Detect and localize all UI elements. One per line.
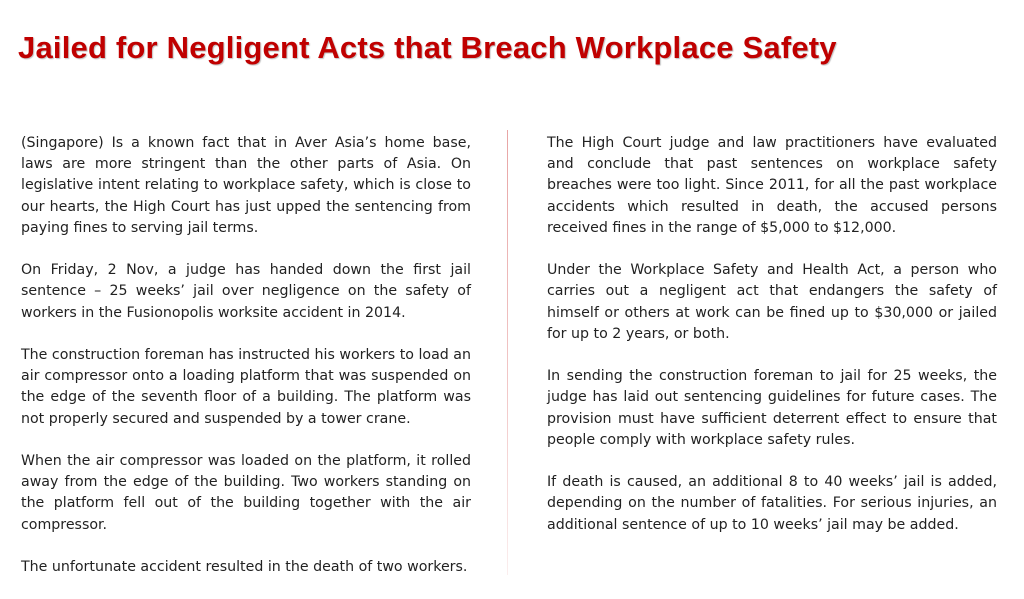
left-column bbox=[21, 133, 471, 599]
paragraph: The unfortunate accident resulted in the death of two workers. bbox=[21, 559, 468, 575]
paragraph: When the air compressor was loaded on the platform, it rolled away from the edge of the building. Two workers standing on the platform fell out of the building together with the air compressor. bbox=[21, 453, 471, 533]
paragraph: Under the Workplace Safety and Health Act, a person who carries out a negligent act that endangers the safety of himself or others at work can be fined up to $30,000 or jailed for up to 2 years, or both. bbox=[547, 262, 997, 342]
paragraph: (Singapore) Is a known fact that in Aver Asia’s home base, laws are more stringent than the other parts of Asia. On legislative intent relating to workplace safety, which is close to our hearts, the High Court has just upped the sentencing from paying fines to serving jail terms. bbox=[21, 135, 471, 236]
paragraph: If death is caused, an additional 8 to 40 weeks’ jail is added, depending on the number of fatalities. For serious injuries, an additional sentence of up to 10 weeks’ jail may be added. bbox=[547, 474, 997, 533]
right-column bbox=[547, 133, 997, 557]
column-divider bbox=[507, 130, 508, 575]
paragraph: The construction foreman has instructed his workers to load an air compressor onto a loading platform that was suspended on the edge of the seventh floor of a building. The platform was not properly secured and suspended by a tower crane. bbox=[21, 347, 471, 427]
paragraph: On Friday, 2 Nov, a judge has handed down the first jail sentence – 25 weeks’ jail over negligence on the safety of workers in the Fusionopolis worksite accident in 2014. bbox=[21, 262, 471, 321]
paragraph: In sending the construction foreman to jail for 25 weeks, the judge has laid out sentencing guidelines for future cases. The provision must have sufficient deterrent effect to ensure that people comply with workplace safety rules. bbox=[547, 368, 997, 448]
article-title: Jailed for Negligent Acts that Breach Workplace Safety bbox=[18, 30, 837, 65]
paragraph: The High Court judge and law practitioners have evaluated and conclude that past sentences on workplace safety breaches were too light. Since 2011, for all the past workplace accidents which resulted in death, the accused persons received fines in the range of $5,000 to $12,000. bbox=[547, 135, 997, 236]
